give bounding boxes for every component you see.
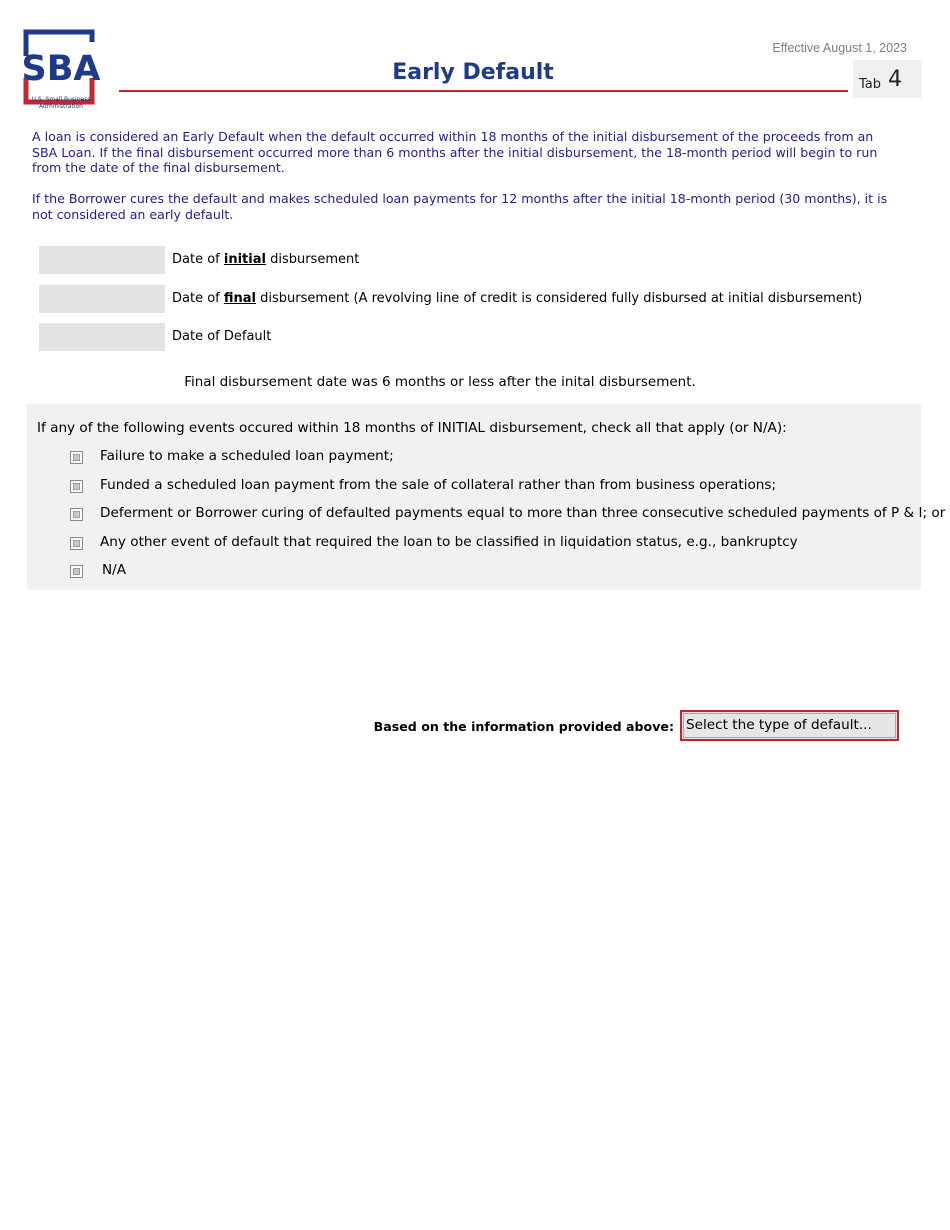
- initial-disbursement-label: Date of initial disbursement: [172, 252, 360, 267]
- event-item: [70, 448, 910, 466]
- default-type-select[interactable]: [680, 710, 899, 741]
- logo-subtitle: U.S. Small Business Administration: [31, 96, 91, 110]
- initial-disbursement-row: [39, 246, 919, 274]
- tab-indicator: [853, 60, 922, 98]
- event-item: [70, 562, 910, 580]
- events-question: If any of the following events occured within 18 months of INITIAL disbursement, check all that apply (or N/A):: [37, 420, 787, 436]
- events-checklist-panel: [27, 404, 946, 590]
- determination-label: Based on the information provided above:: [373, 719, 674, 734]
- page-title: Early Default: [392, 60, 554, 85]
- default-date-label: Date of Default: [172, 329, 272, 344]
- final-disbursement-date-input[interactable]: [39, 285, 165, 313]
- final-disbursement-row: [39, 285, 919, 313]
- default-date-input[interactable]: [39, 323, 165, 351]
- event-checkbox-deferment[interactable]: [70, 508, 83, 521]
- initial-disbursement-date-input[interactable]: [39, 246, 165, 274]
- event-item: [70, 505, 946, 523]
- event-label: Failure to make a scheduled loan payment;: [100, 448, 394, 464]
- event-checkbox-missed-payment[interactable]: [70, 451, 83, 464]
- event-label: Funded a scheduled loan payment from the sale of collateral rather than from business operations;: [100, 477, 777, 493]
- event-item: [70, 534, 910, 552]
- intro-paragraph-2: If the Borrower cures the default and makes scheduled loan payments for 12 months after the initial 18-month period (30 months), it is not considered an early default.: [32, 191, 888, 222]
- event-label: Deferment or Borrower curing of defaulted payments equal to more than three consecutive scheduled payments of P & I; or: [100, 505, 946, 521]
- event-checkbox-collateral-sale[interactable]: [70, 480, 83, 493]
- event-item: [70, 477, 910, 495]
- event-label: N/A: [102, 562, 127, 578]
- default-type-select-value: Select the type of default...: [686, 717, 872, 733]
- event-checkbox-liquidation[interactable]: [70, 537, 83, 550]
- default-date-row: [39, 323, 919, 351]
- event-label: Any other event of default that required the loan to be classified in liquidation status, e.g., bankruptcy: [100, 534, 798, 550]
- event-checkbox-na[interactable]: [70, 565, 83, 578]
- final-disbursement-label: Date of final disbursement (A revolving line of credit is considered fully disbursed at initial disbursement): [172, 291, 863, 306]
- tab-number: 4: [888, 67, 902, 92]
- logo-wordmark: SBA: [22, 49, 100, 89]
- tab-label: Tab: [859, 77, 882, 92]
- intro-paragraph-1: A loan is considered an Early Default when the default occurred within 18 months of the initial disbursement of the proceeds from an SBA Loan. If the final disbursement occurred more than 6 months after the initial disbursement, the 18-month period will begin to run from the date of the final disbursement.: [32, 129, 878, 175]
- disbursement-status-text: Final disbursement date was 6 months or less after the inital disbursement.: [184, 374, 696, 390]
- effective-date: Effective August 1, 2023: [772, 41, 907, 55]
- title-underline: [119, 90, 848, 92]
